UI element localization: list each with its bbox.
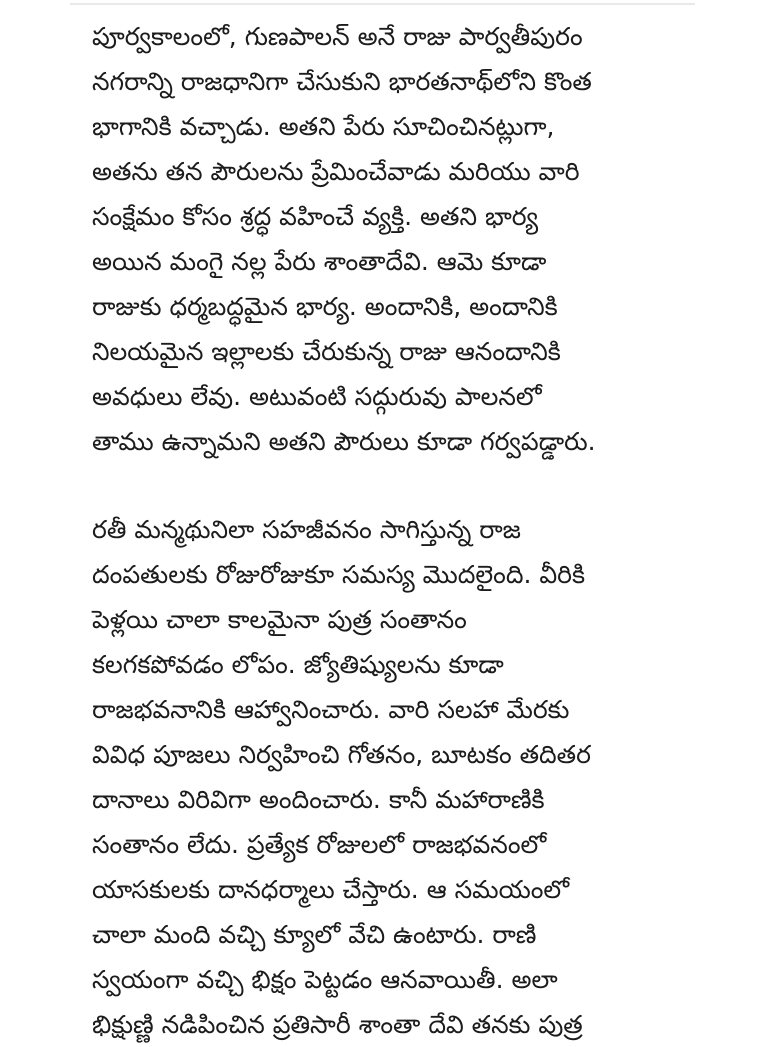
text-line: నిలయమైన ఇల్లాలకు చేరుకున్న రాజు ఆనందానికి bbox=[92, 337, 561, 366]
paragraph-1 bbox=[92, 14, 692, 464]
text-line: రాజభవనానికి ఆహ్వానించారు. వారి సలహా మేరకు bbox=[92, 695, 570, 724]
text-line: నగరాన్ని రాజధానిగా చేసుకుని భారతనాథ్‌లోని కొంత bbox=[92, 67, 592, 96]
paragraph-2 bbox=[92, 507, 692, 1047]
text-line: తాము ఉన్నామని అతని పౌరులు కూడా గర్వపడ్డారు. bbox=[92, 427, 596, 456]
text-line: అతను తన పౌరులను ప్రేమించేవాడు మరియు వారి bbox=[92, 157, 580, 186]
top-divider bbox=[70, 3, 695, 5]
text-line: అయిన మంగై నల్ల పేరు శాంతాదేవి. ఆమె కూడా bbox=[92, 247, 547, 276]
text-line: భాగానికి వచ్చాడు. అతని పేరు సూచించినట్లుగా, bbox=[92, 112, 555, 141]
text-line: పెళ్లయి చాలా కాలమైనా పుత్ర సంతానం bbox=[92, 605, 467, 634]
text-line: వివిధ పూజలు నిర్వహించి గోతనం, బూటకం తదితర bbox=[92, 740, 591, 769]
text-line: రాజుకు ధర్మబద్ధమైన భార్య. అందానికి, అందానికి bbox=[92, 292, 558, 321]
text-line: అవధులు లేవు. అటువంటి సద్గురువు పాలనలో bbox=[92, 382, 542, 411]
text-line: సంతానం లేదు. ప్రత్యేక రోజులలో రాజభవనంలో bbox=[92, 830, 547, 859]
text-line: రతీ మన్మథునిలా సహజీవనం సాగిస్తున్న రాజ bbox=[92, 515, 521, 544]
text-line: సంక్షేమం కోసం శ్రద్ధ వహించే వ్యక్తి. అతని భార్య bbox=[92, 202, 539, 231]
text-line: భిక్షుణ్ణి నడిపించిన ప్రతిసారీ శాంతా దేవి తనకు పుత్ర bbox=[92, 1010, 583, 1039]
text-line: పూర్వకాలంలో, గుణపాలన్ అనే రాజు పార్వతీపురం bbox=[92, 22, 583, 51]
story-article bbox=[92, 14, 692, 1047]
text-line: స్వయంగా వచ్చి భిక్షం పెట్టడం ఆనవాయితీ. అలా bbox=[92, 965, 558, 994]
text-line: దానాలు విరివిగా అందించారు. కానీ మహారాణికి bbox=[92, 785, 545, 814]
text-line: యాసకులకు దానధర్మాలు చేస్తారు. ఆ సమయంలో bbox=[92, 875, 570, 904]
text-line: దంపతులకు రోజురోజుకూ సమస్య మొదలైంది. వీరికి bbox=[92, 560, 586, 589]
text-line: చాలా మంది వచ్చి క్యూలో వేచి ఉంటారు. రాణి bbox=[92, 920, 537, 949]
text-line: కలగకపోవడం లోపం. జ్యోతిష్యులను కూడా bbox=[92, 650, 504, 679]
